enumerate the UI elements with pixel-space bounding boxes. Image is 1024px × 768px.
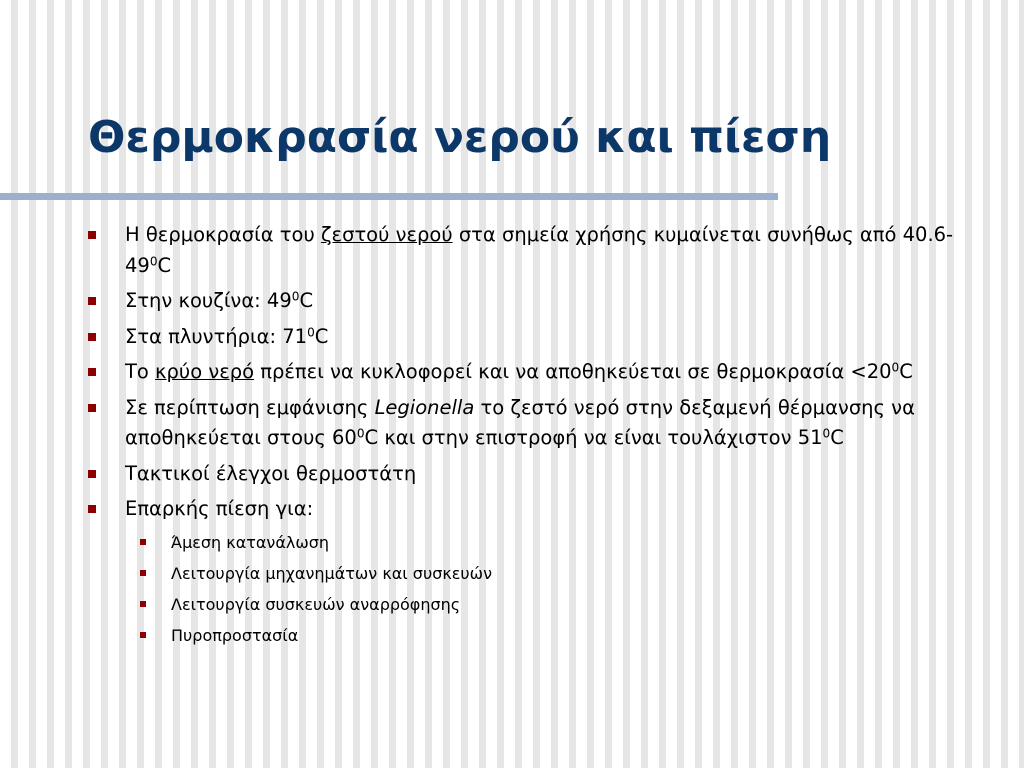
superscript: 0 (891, 360, 900, 375)
bullet-text: C (830, 426, 844, 449)
square-bullet-icon (140, 570, 146, 576)
bullet-item (88, 393, 988, 454)
bullet-text: Τακτικοί έλεγχοι θερμοστάτη (125, 461, 417, 485)
sub-bullet-item (140, 592, 988, 618)
cold-water-link[interactable]: κρύο νερό (155, 360, 255, 383)
sub-bullet-text: Άμεση κατανάλωση (171, 532, 330, 552)
slide-title: Θερμοκρασία νερού και πίεση (88, 112, 832, 163)
sub-bullet-item (140, 623, 988, 649)
bullet-item (88, 322, 988, 353)
bullet-text: Το (125, 360, 156, 383)
bullet-item (88, 286, 988, 317)
bullet-text: Στα πλυντήρια: 71 (125, 324, 308, 348)
superscript: 0 (307, 324, 315, 339)
square-bullet-icon (88, 470, 96, 478)
bullet-text: Επαρκής πίεση για: (125, 497, 314, 520)
square-bullet-icon (88, 505, 96, 513)
sub-bullet-text: Λειτουργία μηχανημάτων και συσκευών (171, 563, 493, 583)
sub-bullet-item (140, 530, 988, 556)
square-bullet-icon (88, 231, 96, 239)
bullet-text: C και στην επιστροφή να είναι τουλάχιστον 51 (364, 426, 823, 449)
sub-bullet-text: Λειτουργία συσκευών αναρρόφησης (171, 594, 461, 614)
bullet-item (88, 459, 988, 490)
bullet-text: C (299, 289, 314, 312)
bullet-text: C (157, 253, 172, 277)
title-divider (0, 193, 778, 200)
square-bullet-icon (140, 539, 146, 545)
square-bullet-icon (88, 297, 96, 305)
square-bullet-icon (140, 601, 146, 607)
sub-bullet-item (140, 561, 988, 587)
bullet-text: το ζεστό νερό στην δεξαμενή θέρμανσης να αποθηκεύεται στους 60 (125, 395, 915, 449)
sub-bullet-text: Πυροπροστασία (171, 625, 299, 645)
bullet-text: Σε περίπτωση εμφάνισης (125, 395, 375, 419)
superscript: 0 (149, 253, 158, 268)
bullet-item (88, 357, 988, 388)
bullet-text: Στην κουζίνα: 49 (125, 289, 292, 312)
superscript: 0 (356, 426, 365, 441)
square-bullet-icon (88, 333, 96, 341)
hot-water-link[interactable]: ζεστού νερού (320, 223, 453, 246)
bullet-item (88, 494, 988, 525)
italic-term: Legionella (374, 395, 475, 419)
superscript: 0 (822, 426, 831, 441)
superscript: 0 (291, 289, 300, 304)
bullet-text: Η θερμοκρασία του (125, 223, 321, 246)
bullet-text: C (899, 360, 913, 383)
square-bullet-icon (88, 368, 96, 376)
bullet-item (88, 220, 988, 281)
square-bullet-icon (88, 404, 96, 412)
bullet-list (88, 220, 988, 654)
bullet-text: C (314, 324, 329, 348)
bullet-text: πρέπει να κυκλοφορεί και να αποθηκεύεται σε θερμοκρασία <20 (254, 360, 892, 383)
square-bullet-icon (140, 632, 146, 638)
bullet-text: στα σημεία χρήσης κυμαίνεται συνήθως από 40.6-49 (125, 223, 954, 277)
